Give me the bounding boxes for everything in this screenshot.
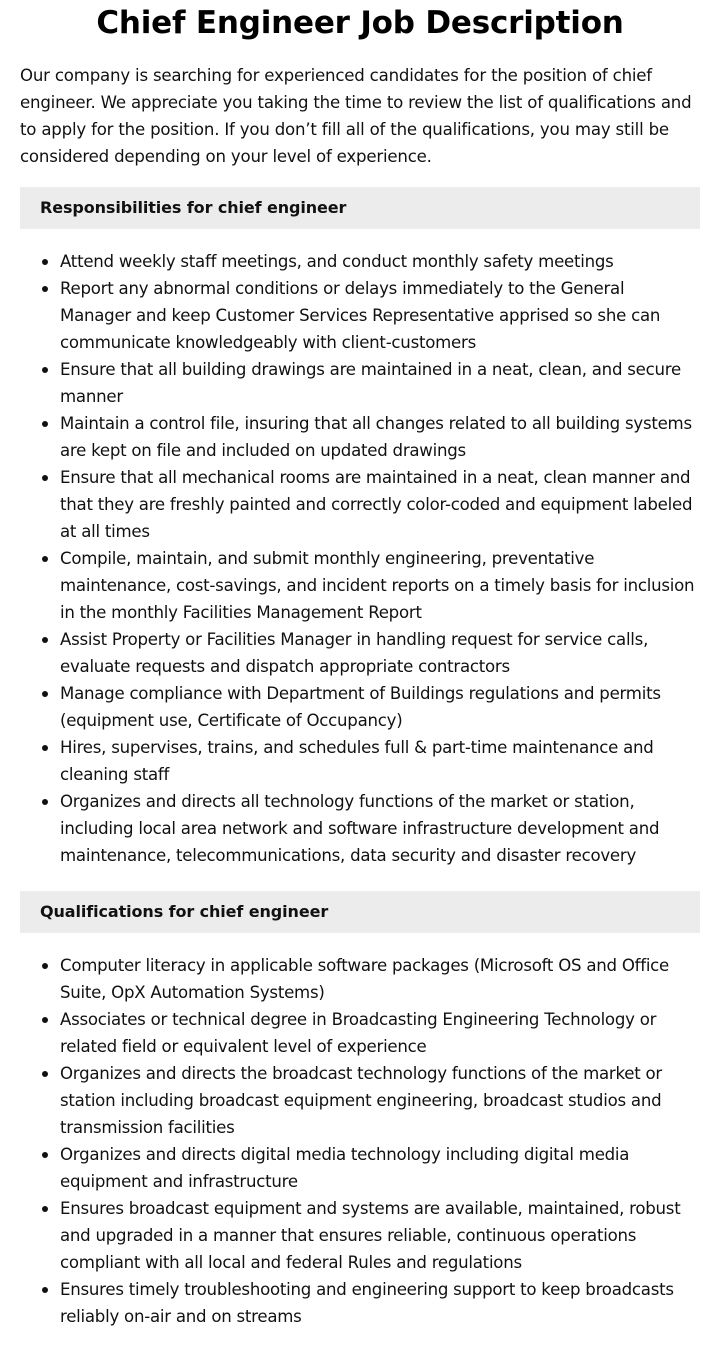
bullet-icon: [42, 1206, 48, 1212]
list-item-text: Compile, maintain, and submit monthly engineering, preventative maintenance, cost-savings, and incident reports on a timely basis for inclusion in the monthly Facilities Management Report: [60, 549, 695, 622]
bullet-icon: [42, 556, 48, 562]
bullet-icon: [42, 1287, 48, 1293]
list-item-text: Organizes and directs the broadcast technology functions of the market or station including broadcast equipment engineering, broadcast studios and transmission facilities: [60, 1064, 662, 1137]
list-item: [60, 952, 700, 1006]
list-item-text: Maintain a control file, insuring that all changes related to all building systems are kept on file and included on updated drawings: [60, 414, 692, 460]
intro-paragraph: Our company is searching for experienced candidates for the position of chief engineer. We appreciate you taking the time to review the list of qualifications and to apply for the position. If you don’t fill all of the qualifications, you may still be considered depending on your level of experience.: [20, 66, 692, 166]
list-item-text: Manage compliance with Department of Buildings regulations and permits (equipment use, Certificate of Occupancy): [60, 684, 661, 730]
list-item: [60, 680, 700, 734]
list-item: [60, 1195, 700, 1276]
list-item-text: Report any abnormal conditions or delays immediately to the General Manager and keep Customer Services Representative apprised so she can communicate knowledgeably with client-customers: [60, 279, 661, 352]
bullet-icon: [42, 1071, 48, 1077]
list-item-text: Ensures timely troubleshooting and engineering support to keep broadcasts reliably on-air and on streams: [60, 1280, 674, 1326]
list-item: [60, 1141, 700, 1195]
list-item: [60, 464, 700, 545]
list-item: [60, 545, 700, 626]
bullet-icon: [42, 367, 48, 373]
list-item-text: Attend weekly staff meetings, and conduct monthly safety meetings: [60, 252, 614, 271]
qualifications-heading: Qualifications for chief engineer: [20, 891, 700, 933]
responsibilities-heading: Responsibilities for chief engineer: [20, 187, 700, 229]
list-item-text: Organizes and directs digital media technology including digital media equipment and infrastructure: [60, 1145, 630, 1191]
list-item-text: Hires, supervises, trains, and schedules full & part-time maintenance and cleaning staff: [60, 738, 654, 784]
list-item-text: Ensure that all mechanical rooms are maintained in a neat, clean manner and that they are freshly painted and correctly color-coded and equipment labeled at all times: [60, 468, 693, 541]
list-item: [60, 356, 700, 410]
list-item-text: Assist Property or Facilities Manager in handling request for service calls, evaluate requests and dispatch appropriate contractors: [60, 630, 649, 676]
list-item: [60, 626, 700, 680]
list-item-text: Associates or technical degree in Broadcasting Engineering Technology or related field or equivalent level of experience: [60, 1010, 657, 1056]
bullet-icon: [42, 691, 48, 697]
bullet-icon: [42, 1152, 48, 1158]
list-item: [60, 1006, 700, 1060]
list-item: [60, 275, 700, 356]
bullet-icon: [42, 286, 48, 292]
list-item: [60, 788, 700, 869]
list-item-text: Ensures broadcast equipment and systems are available, maintained, robust and upgraded in a manner that ensures reliable, continuous operations compliant with all local and federal Rules and regulations: [60, 1199, 681, 1272]
bullet-icon: [42, 259, 48, 265]
list-item: [60, 410, 700, 464]
bullet-icon: [42, 1017, 48, 1023]
list-item: [60, 1060, 700, 1141]
bullet-icon: [42, 475, 48, 481]
bullet-icon: [42, 963, 48, 969]
bullet-icon: [42, 799, 48, 805]
list-item-text: Ensure that all building drawings are maintained in a neat, clean, and secure manner: [60, 360, 681, 406]
qualifications-list: [20, 952, 700, 1330]
list-item: [60, 248, 700, 275]
list-item-text: Computer literacy in applicable software packages (Microsoft OS and Office Suite, OpX Automation Systems): [60, 956, 670, 1002]
list-item: [60, 734, 700, 788]
bullet-icon: [42, 745, 48, 751]
list-item: [60, 1276, 700, 1330]
bullet-icon: [42, 637, 48, 643]
list-item-text: Organizes and directs all technology functions of the market or station, including local area network and software infrastructure development and maintenance, telecommunications, data security and disaster recovery: [60, 792, 660, 865]
responsibilities-list: [20, 248, 700, 869]
bullet-icon: [42, 421, 48, 427]
page-title: Chief Engineer Job Description: [96, 5, 624, 41]
